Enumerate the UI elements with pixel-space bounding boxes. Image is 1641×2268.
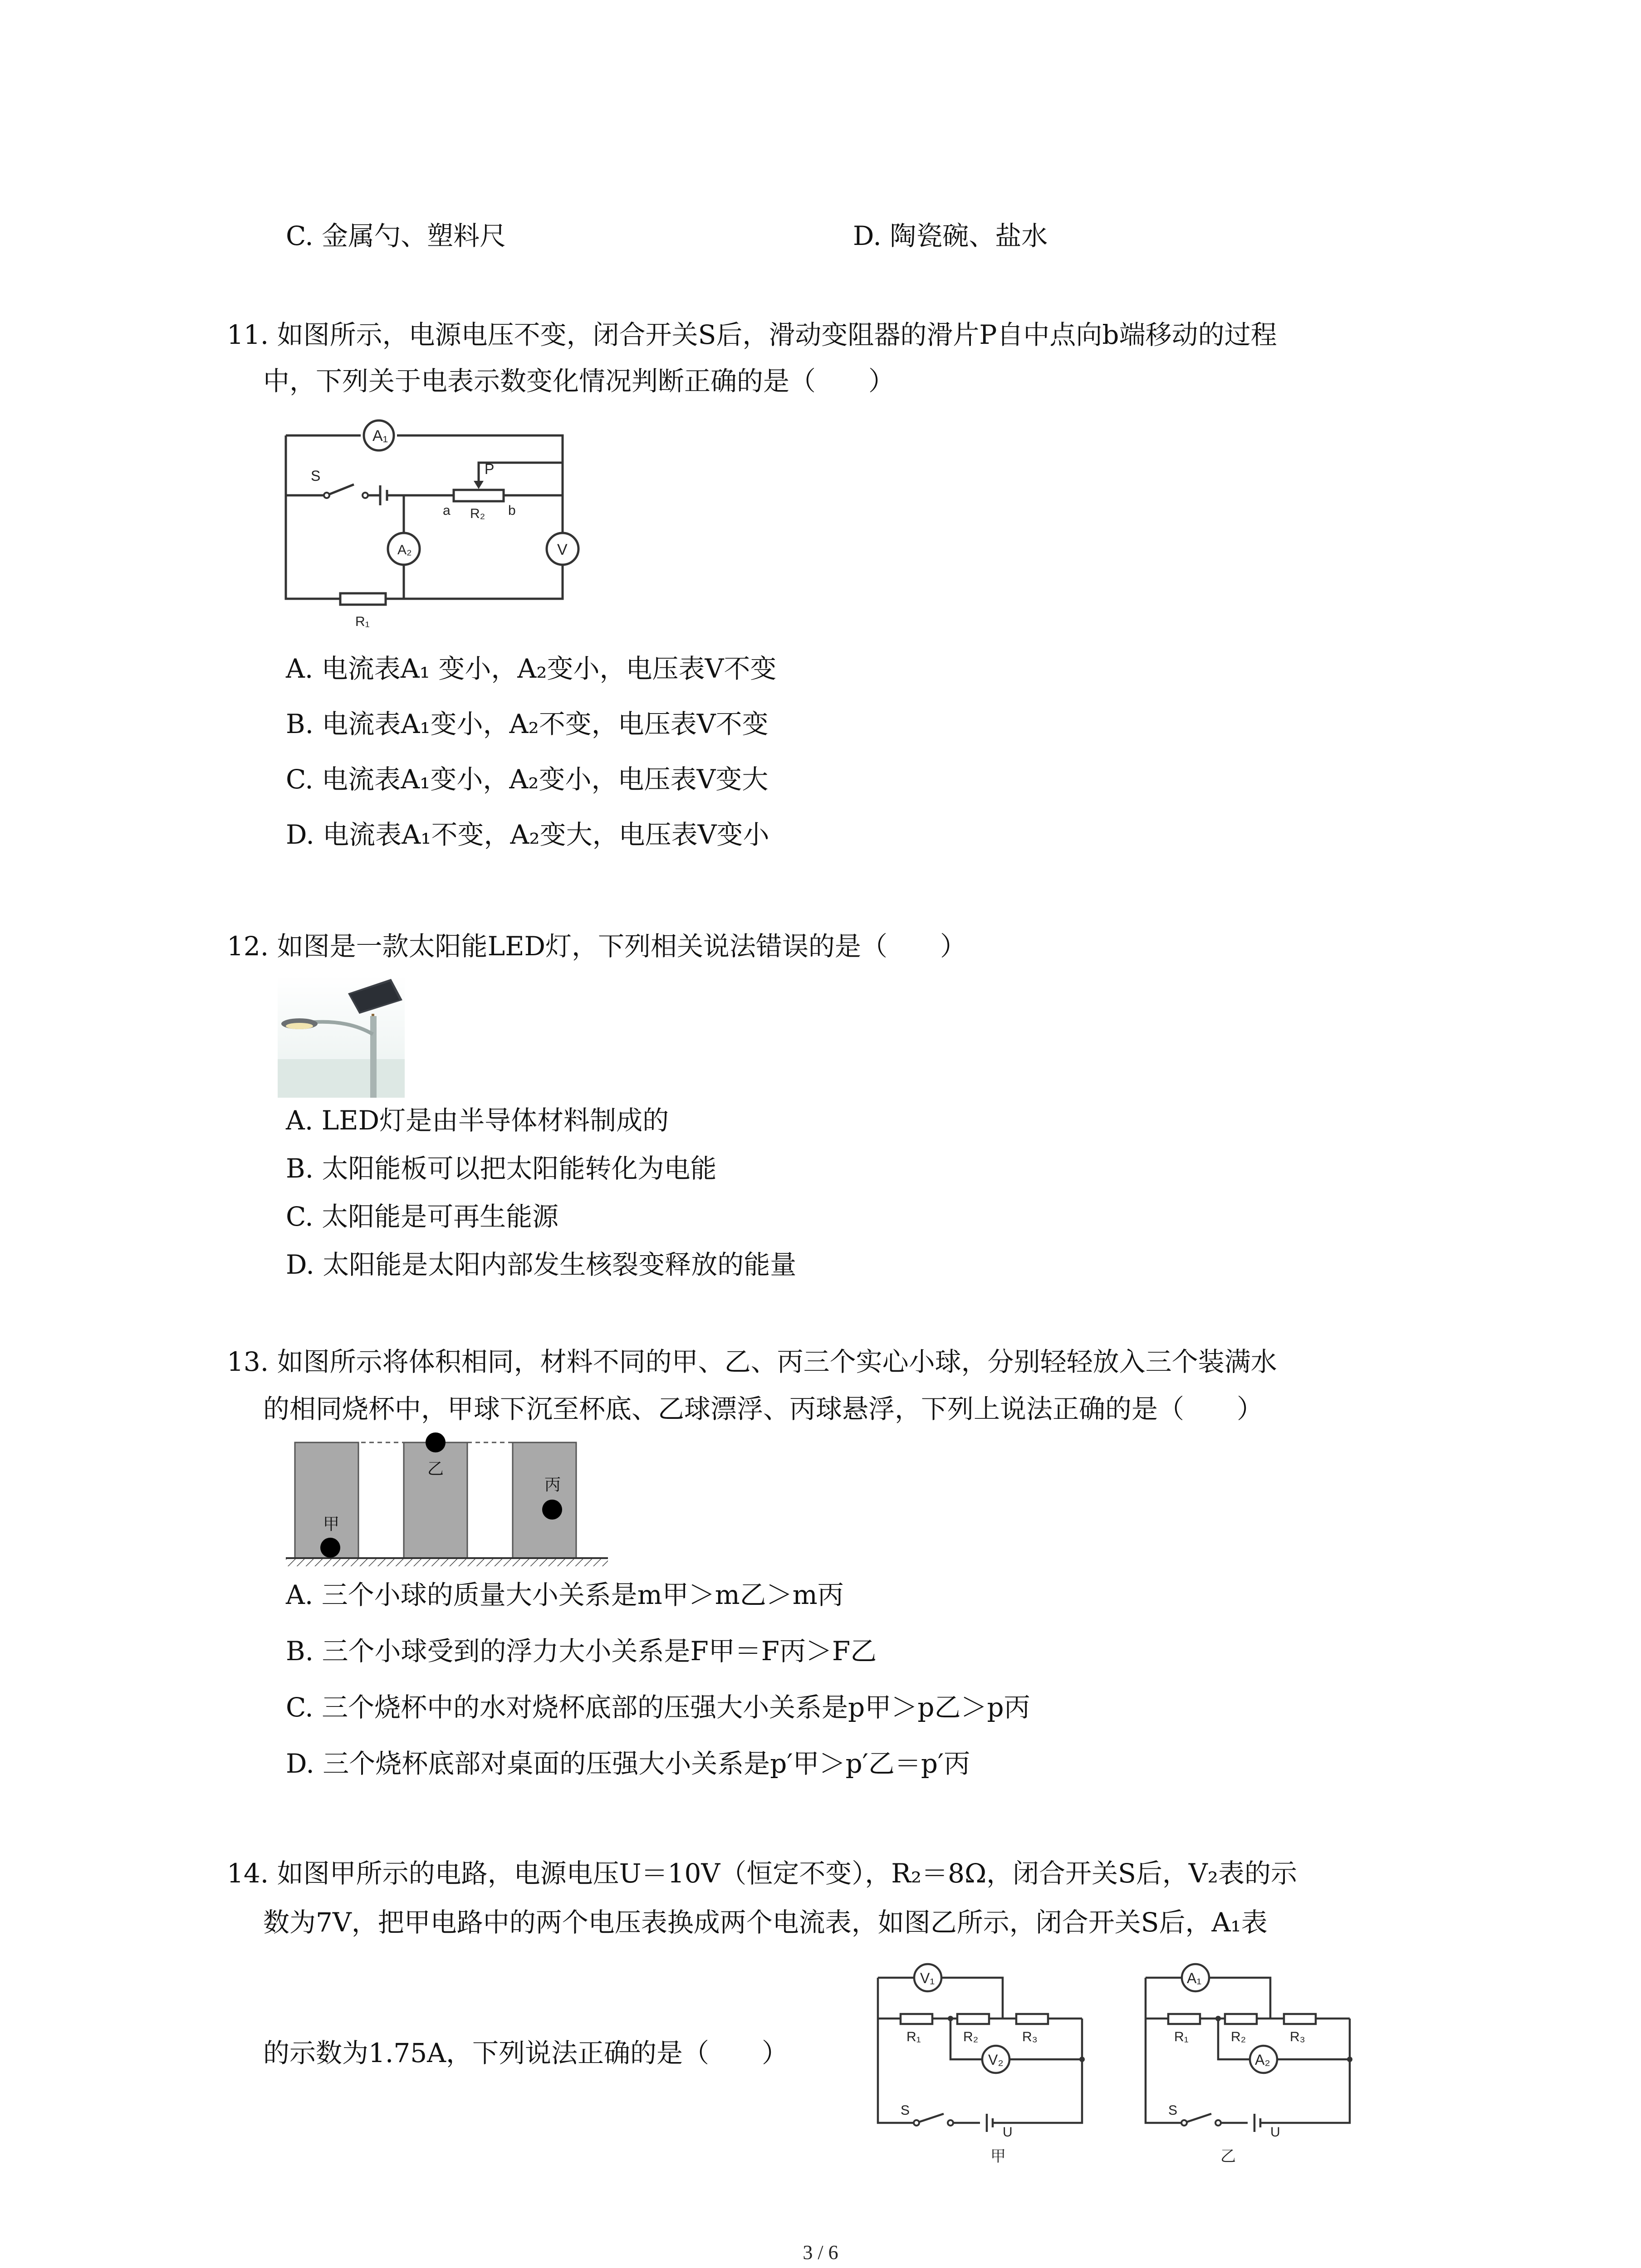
ball-jia <box>320 1538 340 1558</box>
q11-circuit-diagram <box>272 417 599 644</box>
switch-s-label: S <box>1168 2103 1178 2118</box>
solar-led-lamp-image <box>278 975 405 1098</box>
caption-yi: 乙 <box>1220 2148 1236 2165</box>
resistor-r1-label: R₁ <box>355 614 370 629</box>
q14-stem-line3: 的示数为1.75A，下列说法正确的是（ ） <box>263 2038 789 2068</box>
q11-stem-line1: 11. 如图所示，电源电压不变，闭合开关S后，滑动变阻器的滑片P自中点向b端移动的过程 <box>227 319 1277 350</box>
circuit-yi-diagram <box>1139 1960 1375 2168</box>
q13-option-d: D. 三个烧杯底部对桌面的压强大小关系是p′甲＞p′乙＝p′丙 <box>286 1748 970 1779</box>
q10-option-c: C. 金属勺、塑料尺 <box>286 220 506 251</box>
q12-option-a: A. LED灯是由半导体材料制成的 <box>286 1105 669 1136</box>
q10-option-d: D. 陶瓷碗、盐水 <box>853 220 1048 251</box>
q11-option-b: B. 电流表A₁变小，A₂不变，电压表V不变 <box>286 709 769 739</box>
q13-stem-line2: 的相同烧杯中，甲球下沉至杯底、乙球漂浮、丙球悬浮，下列上说法正确的是（ ） <box>263 1393 1264 1424</box>
q12-option-b: B. 太阳能板可以把太阳能转化为电能 <box>286 1153 717 1184</box>
resistor-r2-label: R₂ <box>1231 2029 1246 2044</box>
source-u-label: U <box>1270 2125 1280 2140</box>
q11-option-a: A. 电流表A₁ 变小，A₂变小，电压表V不变 <box>286 653 777 684</box>
ammeter-a1-label: A₁ <box>1187 1970 1202 1986</box>
ball-yi <box>426 1432 446 1452</box>
label-jia: 甲 <box>323 1515 340 1533</box>
page-number: 3 / 6 <box>803 2241 838 2263</box>
voltmeter-v-label: V <box>557 541 568 558</box>
q13-stem-line1: 13. 如图所示将体积相同，材料不同的甲、乙、丙三个实心小球，分别轻轻放入三个装满水 <box>227 1346 1277 1377</box>
q11-option-c: C. 电流表A₁变小，A₂变小，电压表V变大 <box>286 764 769 795</box>
switch-s-label: S <box>311 468 321 484</box>
voltmeter-v1-label: V₁ <box>920 1970 935 1986</box>
ball-bing <box>542 1500 562 1520</box>
q12-option-d: D. 太阳能是太阳内部发生核裂变释放的能量 <box>286 1249 797 1280</box>
label-yi: 乙 <box>427 1459 444 1478</box>
label-bing: 丙 <box>544 1475 561 1494</box>
source-u-label: U <box>1003 2125 1013 2140</box>
resistor-r3-label: R₃ <box>1022 2029 1038 2044</box>
q13-option-c: C. 三个烧杯中的水对烧杯底部的压强大小关系是p甲＞p乙＞p丙 <box>286 1692 1030 1723</box>
switch-s-label: S <box>901 2103 910 2118</box>
resistor-r2-label: R₂ <box>963 2029 979 2044</box>
ammeter-a2-label: A₂ <box>397 543 412 557</box>
terminal-b-label: b <box>508 503 516 518</box>
circuit-jia-diagram <box>871 1960 1107 2168</box>
q14-stem-line2: 数为7V，把甲电路中的两个电压表换成两个电流表，如图乙所示，闭合开关S后，A₁表 <box>263 1907 1268 1938</box>
three-beakers-diagram <box>281 1429 608 1574</box>
rheostat-r2-label: R₂ <box>470 506 485 521</box>
q12-option-c: C. 太阳能是可再生能源 <box>286 1201 559 1232</box>
resistor-r3-label: R₃ <box>1290 2029 1305 2044</box>
ammeter-a2-label: A₂ <box>1255 2052 1270 2068</box>
resistor-r1-label: R₁ <box>906 2029 921 2044</box>
q13-option-a: A. 三个小球的质量大小关系是m甲＞m乙＞m丙 <box>286 1579 844 1610</box>
slider-p-label: P <box>485 461 495 477</box>
ammeter-a1-label: A₁ <box>372 427 388 445</box>
q12-stem-line1: 12. 如图是一款太阳能LED灯，下列相关说法错误的是（ ） <box>227 931 967 962</box>
q11-stem-line2: 中，下列关于电表示数变化情况判断正确的是（ ） <box>263 366 895 396</box>
terminal-a-label: a <box>443 503 451 518</box>
resistor-r1-label: R₁ <box>1174 2029 1189 2044</box>
voltmeter-v2-label: V₂ <box>988 2052 1004 2068</box>
q11-option-d: D. 电流表A₁不变，A₂变大，电压表V变小 <box>286 819 769 850</box>
q14-stem-line1: 14. 如图甲所示的电路，电源电压U＝10V（恒定不变），R₂＝8Ω，闭合开关S后，V₂表的示 <box>227 1858 1298 1889</box>
q13-option-b: B. 三个小球受到的浮力大小关系是F甲＝F丙＞F乙 <box>286 1636 877 1667</box>
beaker-bing <box>513 1442 576 1558</box>
caption-jia: 甲 <box>990 2148 1006 2165</box>
